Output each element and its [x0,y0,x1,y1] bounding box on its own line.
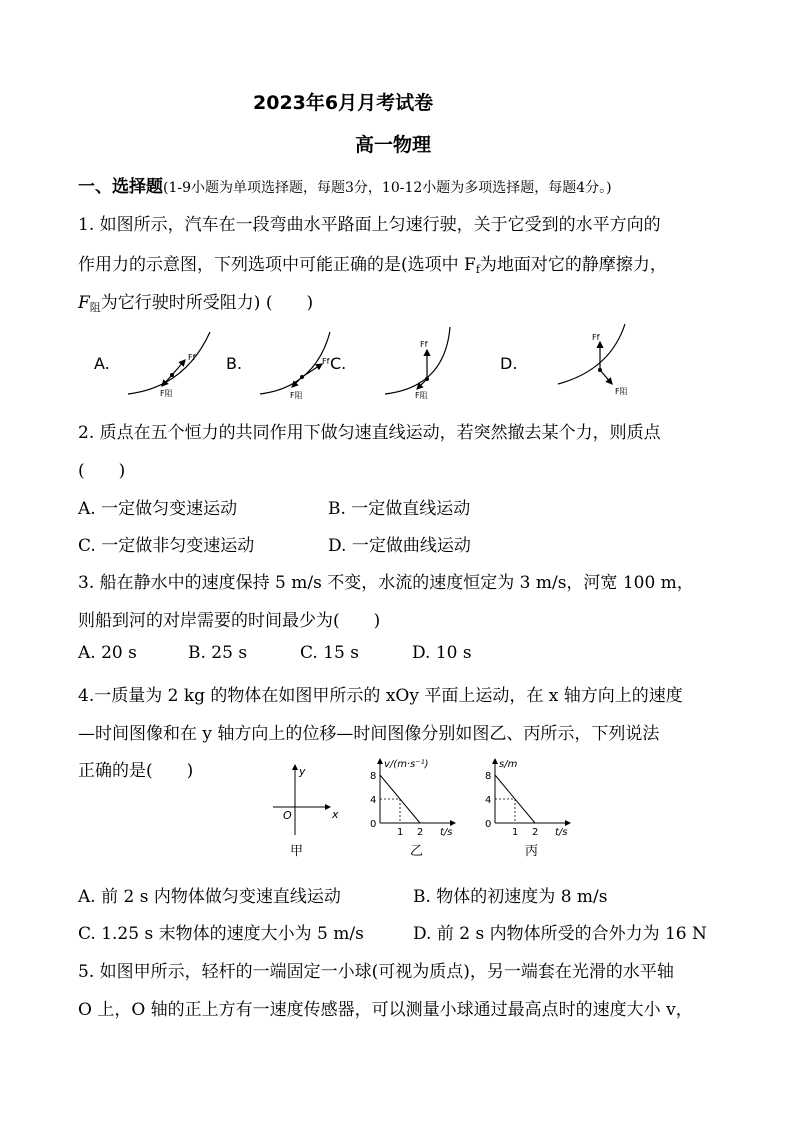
option-d-fz-arrow [600,370,612,384]
option-c-fz-label: F阻 [415,391,428,400]
yi-ytick-8: 8 [370,771,377,782]
q1-line2-end: 为地面对它的静摩擦力， [479,255,667,275]
q4-option-b: B. 物体的初速度为 8 m/s [413,887,608,907]
option-a-curve [128,332,210,394]
option-b-f-label: Ff [322,357,330,366]
yi-y-label: v/(m·s⁻¹) [384,759,429,770]
q1-f-symbol: F [78,293,90,313]
q4-option-c: C. 1.25 s 末物体的速度大小为 5 m/s [78,924,364,944]
bing-xtick-2: 2 [532,827,539,838]
figure-jia [273,765,339,859]
q4-line2: —时间图像和在 y 轴方向上的位移—时间图像分别如图乙、丙所示，下列说法 [78,724,660,744]
figure-yi [370,759,455,859]
q1-line1: 1. 如图所示，汽车在一段弯曲水平路面上匀速行驶，关于它受到的水平方向的 [78,215,661,235]
q3-line1: 3. 船在静水中的速度保持 5 m/s 不变，水流的速度恒定为 3 m/s，河宽 100 m， [78,573,694,593]
q2-option-d: D. 一定做曲线运动 [328,536,471,556]
q4-option-d: D. 前 2 s 内物体所受的合外力为 16 N [413,924,707,944]
q4-line3: 正确的是( ) [78,761,194,781]
yi-ytick-4: 4 [370,795,377,806]
q1-options-figure [80,322,680,402]
option-c-ff-label: Ff [420,340,428,349]
bing-caption: 丙 [525,844,539,859]
q1-ff-subscript: f [475,263,480,276]
q2-line2: ( ) [78,461,126,481]
option-a-label: A. [94,354,110,373]
option-a-ff-arrow [172,360,185,375]
jia-caption: 甲 [290,844,304,859]
q5-line1: 5. 如图甲所示，轻杆的一端固定一小球(可视为质点)，另一端套在光滑的水平轴 [78,962,674,982]
option-b-fz-label: F阻 [290,391,303,400]
bing-y-label: s/m [499,759,518,770]
subject-title: 高一物理 [355,134,432,156]
yi-ytick-0: 0 [370,819,377,830]
yi-caption: 乙 [410,844,424,859]
q4-line1: 4.一质量为 2 kg 的物体在如图甲所示的 xOy 平面上运动，在 x 轴方向上的速度 [78,686,683,706]
yi-x-label: t/s [440,827,453,838]
bing-ytick-8: 8 [485,771,492,782]
option-a-ff-label: Ff [188,353,196,362]
q2-option-a: A. 一定做匀变速运动 [78,499,238,519]
option-b-fz-arrow [292,377,302,387]
option-d-fz-label: F阻 [615,387,628,396]
bing-xtick-1: 1 [512,827,519,838]
jia-y-label: y [299,765,306,778]
option-c-curve [385,327,450,394]
q3-option-c: C. 15 s [300,643,359,663]
jia-origin-label: O [283,809,292,822]
yi-xtick-2: 2 [417,827,424,838]
exam-title: 2023年6月月考试卷 [253,92,434,114]
q2-option-c: C. 一定做非匀变速运动 [78,536,255,556]
option-a-fz-label: F阻 [160,389,173,398]
q1-line3 [78,288,313,315]
option-a-fz-arrow [162,375,172,386]
q1-line2-text: 作用力的示意图，下列选项中可能正确的是(选项中 F [78,255,476,275]
option-c-label: C. [330,354,347,373]
q3-option-a: A. 20 s [78,643,137,663]
section-note: (1-9小题为单项选择题，每题3分，10-12小题为多项选择题，每题4分。) [163,180,612,196]
q4-option-a: A. 前 2 s 内物体做匀变速直线运动 [78,887,341,907]
q4-figures [270,755,590,865]
q1-line2 [78,250,667,276]
q3-line2: 则船到河的对岸需要的时间最少为( ) [78,611,381,631]
bing-ytick-4: 4 [485,795,492,806]
q2-option-b: B. 一定做直线运动 [328,499,471,519]
q3-option-b: B. 25 s [188,643,248,663]
bing-ytick-0: 0 [485,819,492,830]
q1-fz-subscript: 阻 [89,301,101,314]
option-d-label: D. [500,354,518,373]
bing-x-label: t/s [555,827,568,838]
jia-x-label: x [332,808,339,821]
option-b-f-arrow [302,364,322,377]
q3-option-d: D. 10 s [412,643,472,663]
q1-line3-end: 为它行驶时所受阻力) ( ) [100,293,314,313]
section-label: 一、选择题 [78,177,163,197]
q2-line1: 2. 质点在五个恒力的共同作用下做匀速直线运动，若突然撤去某个力，则质点 [78,423,661,443]
yi-xtick-1: 1 [397,827,404,838]
figure-bing [485,759,570,859]
option-d-ff-label: Ff [592,333,600,342]
q5-line2: O 上，O 轴的正上方有一速度传感器，可以测量小球通过最高点时的速度大小 v， [78,1000,693,1020]
section-heading [78,172,612,197]
option-b-label: B. [226,354,243,373]
